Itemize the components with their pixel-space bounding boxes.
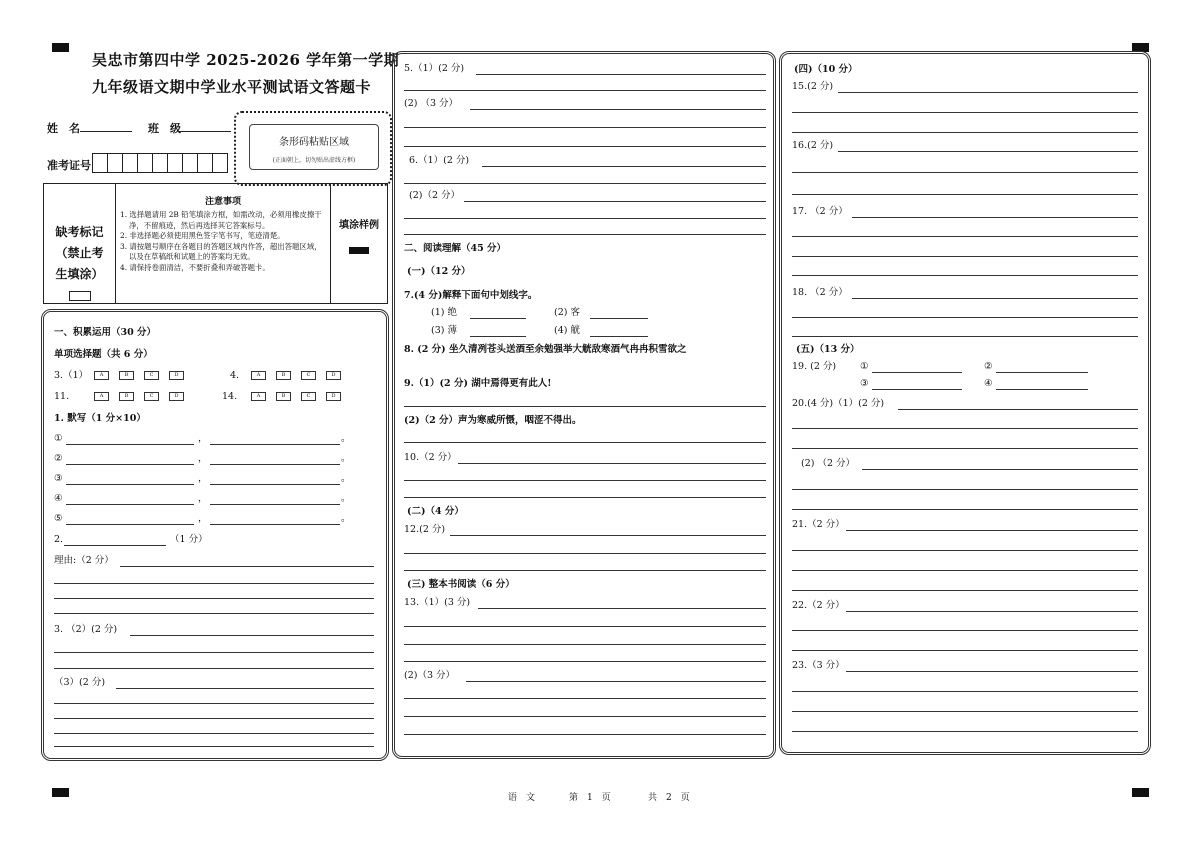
answer-line[interactable] [54,613,374,614]
q7-item-label: (2) 客 [554,307,580,318]
notice-item: 2. 非选择题必须使用黑色签字笔书写，笔迹清楚。 [120,231,285,240]
answer-line[interactable] [838,151,1138,152]
answer-line[interactable] [404,626,766,627]
q19-item-number: ④ [984,378,993,389]
footer-subject: 语 文 [508,793,536,803]
question-22-label: 22.（2 分） [792,600,845,611]
option-box[interactable]: A [94,371,109,380]
dictation-blank[interactable] [66,484,194,485]
fill-sample-mark [349,247,369,254]
answer-line[interactable] [470,109,766,110]
option-box[interactable]: D [169,371,184,380]
answer-line[interactable] [482,166,766,167]
period: 。 [341,473,351,484]
answer-line[interactable] [404,406,766,407]
question-5-1-label: 5.（1）(2 分) [404,63,465,74]
q7-item-label: (4) 觥 [554,325,580,336]
notice-title: 注意事项 [204,197,241,207]
question-16-label: 16.(2 分) [792,140,834,151]
barcode-note: (正面朝上，切勿贴出虚线方框) [272,157,356,164]
answer-line[interactable] [590,318,648,319]
option-box[interactable]: D [326,392,341,401]
answer-line[interactable] [792,172,1138,173]
question-18-label: 18. （2 分） [792,287,848,298]
dictation-blank[interactable] [210,524,340,525]
option-box[interactable]: B [276,392,291,401]
fill-sample-cell [331,184,387,303]
question-13-1-label: 13.（1）(3 分) [404,597,471,608]
answer-line[interactable] [792,448,1138,449]
question-20-1-label: 20.(4 分)（1）(2 分) [792,398,885,409]
barcode-title: 条形码粘贴区域 [279,137,349,148]
q7-item-label: (3) 薄 [431,325,457,336]
dictation-blank[interactable] [210,484,340,485]
q19-item-number: ② [984,361,993,372]
period: 。 [341,493,351,504]
answer-line[interactable] [898,409,1138,410]
answer-line[interactable] [792,112,1138,113]
dictation-number: ④ [54,493,63,504]
question-9-2-label: (2)（2 分）声为寒威所慑，咽涩不得出。 [404,415,582,426]
answer-line[interactable] [404,127,766,128]
dictation-blank[interactable] [210,444,340,445]
answer-line[interactable] [54,733,374,734]
answer-line[interactable] [450,535,766,536]
mc-question-3: 3.（1） A B C D [54,370,194,382]
answer-line[interactable] [466,681,766,682]
answer-line[interactable] [792,275,1138,276]
answer-line[interactable] [464,201,766,202]
answer-line[interactable] [792,590,1138,591]
answer-line[interactable] [404,734,766,735]
answer-line[interactable] [872,389,962,390]
answer-line[interactable] [852,298,1138,299]
answer-line[interactable] [478,608,766,609]
question-17-label: 17. （2 分） [792,206,848,217]
question-23-label: 23.（3 分） [792,660,845,671]
option-box[interactable]: C [144,371,159,380]
question-5-2-label: (2) （3 分） [404,98,459,109]
question-2-score: （1 分） [170,534,208,545]
dictation-blank[interactable] [66,504,194,505]
part-heading: (四)（10 分） [794,64,858,75]
option-box[interactable]: D [169,392,184,401]
question-19-label: 19. (2 分) [792,361,837,372]
footer-page: 第 1 页 [569,793,611,803]
notice-item: 3. 请按题号顺序在各题目的答题区域内作答，超出答题区域，以及在草稿纸和试题上的答案均无效。 [120,241,322,261]
question-12-label: 12.(2 分) [404,524,446,535]
period: 。 [341,513,351,524]
class-field[interactable] [179,131,231,132]
question-21-label: 21.（2 分） [792,519,845,530]
answer-line[interactable] [792,691,1138,692]
answer-line[interactable] [404,570,766,571]
question-7-label: 7.(4 分)解释下面句中划线字。 [404,290,538,301]
answer-line[interactable] [54,583,374,584]
notice-table [43,183,388,304]
answer-line[interactable] [404,661,766,662]
name-field[interactable] [80,131,132,132]
answer-line[interactable] [404,553,766,554]
answer-line[interactable] [120,566,374,567]
option-box[interactable]: B [119,392,134,401]
dictation-number: ⑤ [54,513,63,524]
comma: ， [198,473,208,484]
part-heading: (一)（12 分） [407,266,471,277]
section-heading: 二、阅读理解（45 分） [404,243,507,254]
period: 。 [341,433,351,444]
question-3-2-label: 3. （2）(2 分) [54,624,118,635]
q19-item-number: ① [860,361,869,372]
notice-item: 1. 选择题请用 2B 铅笔填涂方框，如需改动，必须用橡皮擦干净，不留痕迹，然后再选择其它答案标号。 [120,210,322,230]
answer-line[interactable] [404,698,766,699]
answer-line[interactable] [792,489,1138,490]
dictation-number: ③ [54,473,63,484]
period: 。 [341,453,351,464]
answer-line[interactable] [404,497,766,498]
mc-question-14: 14. A B C D [222,391,351,403]
answer-line[interactable] [792,336,1138,337]
answer-line[interactable] [792,731,1138,732]
question-20-2-label: (2) （2 分） [801,458,856,469]
answer-line[interactable] [404,234,766,235]
answer-line[interactable] [404,218,766,219]
answer-line[interactable] [838,92,1138,93]
answer-line[interactable] [404,480,766,481]
answer-line[interactable] [54,703,374,704]
mc-question-11: 11. A B C D [54,391,194,403]
answer-line[interactable] [792,317,1138,318]
answer-line[interactable] [470,318,526,319]
answer-line[interactable] [792,132,1138,133]
registration-mark [52,43,69,52]
option-box[interactable]: C [301,392,316,401]
mc-heading: 单项选择题（共 6 分） [54,349,153,360]
answer-line[interactable] [846,671,1138,672]
answer-line[interactable] [846,530,1138,531]
q19-item-number: ③ [860,378,869,389]
answer-line[interactable] [130,635,374,636]
dictation-blank[interactable] [210,464,340,465]
question-8-label: 8. (2 分) 坐久清冽苍头送酒至余勉强举大觥敌寒酒气冉冉积雪欲之 [404,344,687,355]
answer-line[interactable] [792,570,1138,571]
answer-line[interactable] [404,644,766,645]
sheet-title-line1: 吴忠市第四中学 2025-2026 学年第一学期 [92,51,400,69]
absent-checkbox[interactable] [69,291,91,301]
option-box[interactable]: C [301,371,316,380]
question-15-label: 15.(2 分) [792,81,834,92]
answer-line[interactable] [404,146,766,147]
answer-line[interactable] [792,630,1138,631]
part-heading: (三) 整本书阅读（6 分） [407,579,515,590]
question-2-label: 2. [54,534,64,545]
answer-line[interactable] [792,711,1138,712]
answer-line[interactable] [404,90,766,91]
question-3-3-label: （3）(2 分) [54,677,106,688]
dictation-blank[interactable] [66,464,194,465]
answer-line[interactable] [54,746,374,747]
answer-line[interactable] [846,611,1138,612]
answer-line[interactable] [404,716,766,717]
registration-mark [1132,788,1149,797]
comma: ， [198,453,208,464]
exam-number-label: 准考证号 [47,159,91,172]
question-9-1-label: 9.（1）(2 分) 湖中焉得更有此人! [404,378,552,389]
answer-line[interactable] [404,183,766,184]
exam-number-boxes[interactable] [92,153,227,173]
answer-line[interactable] [590,336,648,337]
answer-line[interactable] [116,688,374,689]
option-box[interactable]: C [144,392,159,401]
answer-line[interactable] [54,668,374,669]
part-heading: (二)（4 分） [407,506,464,517]
absent-mark-cell: 缺考标记 （禁止考 生填涂） [44,184,116,303]
question-6-2-label: (2)（2 分） [409,190,461,201]
registration-mark [52,788,69,797]
answer-line[interactable] [872,372,962,373]
barcode-area [234,111,392,186]
class-label: 班 级 [148,122,181,135]
answer-line[interactable] [54,652,374,653]
mc-question-4: 4. A B C D [230,370,351,382]
q7-item-label: (1) 绝 [431,307,457,318]
answer-line[interactable] [852,217,1138,218]
answer-line[interactable] [404,442,766,443]
comma: ， [198,493,208,504]
notice-item: 4. 请保持卷面清洁，不要折叠和弄破答题卡。 [120,262,270,272]
answer-line[interactable] [996,389,1088,390]
answer-line[interactable] [54,718,374,719]
dictation-blank[interactable] [210,504,340,505]
answer-line[interactable] [792,550,1138,551]
option-box[interactable]: A [251,392,266,401]
answer-line[interactable] [792,256,1138,257]
answer-line[interactable] [792,428,1138,429]
name-label: 姓 名 [47,122,80,135]
footer-total: 共 2 页 [648,793,690,803]
answer-line[interactable] [792,236,1138,237]
section-heading: 一、积累运用（30 分） [54,327,157,338]
dictation-number: ② [54,453,63,464]
dictation-blank[interactable] [66,444,194,445]
question-10-label: 10.（2 分） [404,452,457,463]
comma: ， [198,513,208,524]
answer-line[interactable] [792,650,1138,651]
answer-line[interactable] [792,509,1138,510]
option-box[interactable]: B [276,371,291,380]
answer-line[interactable] [996,372,1088,373]
question-13-2-label: (2)（3 分） [404,670,456,681]
option-box[interactable]: D [326,371,341,380]
answer-line[interactable] [470,336,526,337]
sheet-title-line2: 九年级语文期中学业水平测试语文答题卡 [92,78,372,96]
answer-line[interactable] [792,194,1138,195]
comma: ， [198,433,208,444]
option-box[interactable]: A [251,371,266,380]
dictation-blank[interactable] [66,524,194,525]
dictation-heading: 1. 默写（1 分×10） [54,413,146,424]
answer-line[interactable] [862,469,1138,470]
part-heading: (五)（13 分） [796,344,860,355]
answer-line[interactable] [458,463,766,464]
option-box[interactable]: A [94,392,109,401]
option-box[interactable]: B [119,371,134,380]
answer-line[interactable] [54,598,374,599]
answer-line[interactable] [476,74,766,75]
question-6-1-label: 6.（1）(2 分) [409,155,470,166]
dictation-number: ① [54,433,63,444]
reason-label: 理由:（2 分） [54,555,114,566]
notice-cell [116,184,331,303]
answer-line[interactable] [64,545,166,546]
fill-sample-label: 填涂样例 [339,220,379,231]
